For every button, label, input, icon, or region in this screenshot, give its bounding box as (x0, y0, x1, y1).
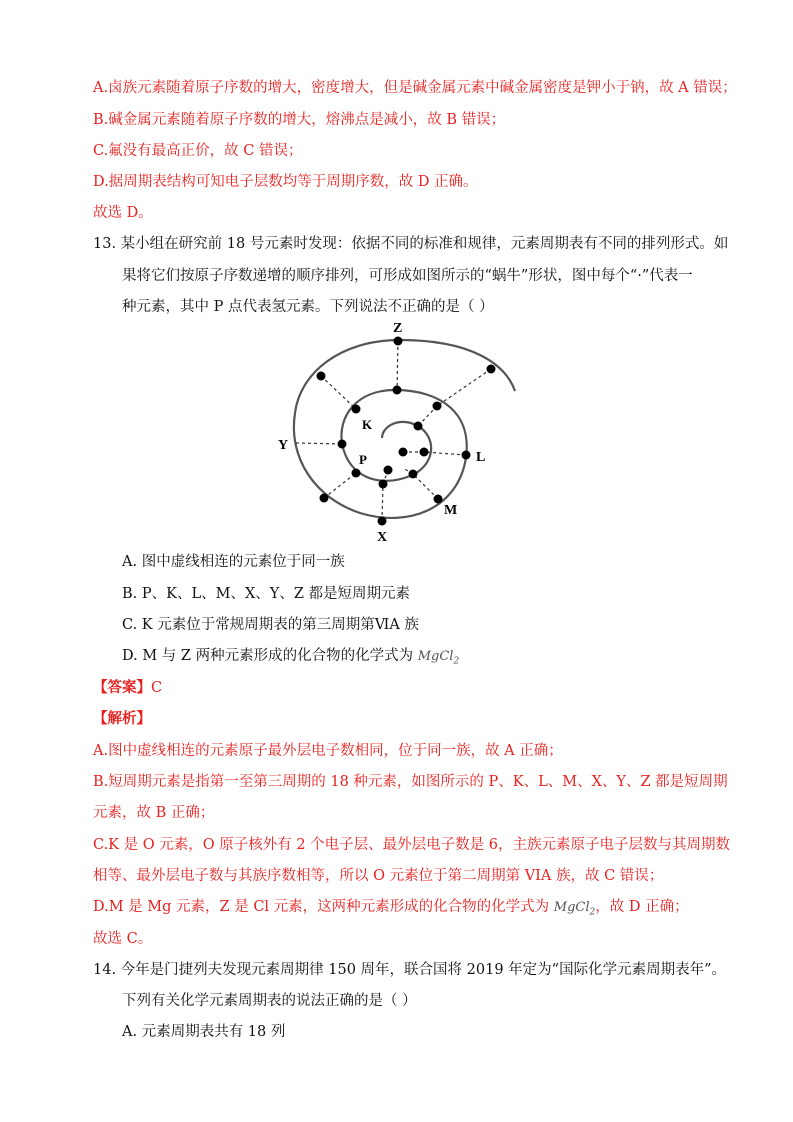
element-dot (393, 386, 402, 395)
q13-option-c: C. K 元素位于常规周期表的第三周期第ⅥA 族 (122, 617, 419, 633)
snail-periodic-figure (270, 318, 530, 548)
q13-exp-c2: 相等、最外层电子数与其族序数相等，所以 O 元素位于第二周期第 VIA 族，故 C 错误； (93, 868, 664, 884)
element-dot (317, 372, 326, 381)
q13-exp-d (93, 897, 689, 923)
q13-option-b: B. P、K、L、M、X、Y、Z 都是短周期元素 (122, 586, 411, 602)
element-dot (352, 405, 361, 414)
q13-exp-d-prefix: D.M 是 Mg 元素，Z 是 Cl 元素，这两种元素形成的化合物的化学式为 (93, 899, 550, 915)
q13-exp-b1: B.短周期元素是指第一至第三周期的 18 种元素，如图所示的 P、K、L、M、X、Y、Z 都是短周期 (93, 774, 728, 790)
element-dot (420, 448, 429, 457)
label-p: P (359, 452, 367, 467)
element-dot (378, 517, 387, 526)
q13-exp-a: A.图中虚线相连的元素原子最外层电子数相同，位于同一族，故 A 正确； (93, 743, 563, 759)
prev-explanation-b: B.碱金属元素随着原子序数的增大，熔沸点是减小，故 B 错误； (93, 112, 506, 128)
prev-explanation-d: D.据周期表结构可知电子层数均等于周期序数，故 D 正确。 (93, 174, 478, 190)
element-dot (434, 495, 443, 504)
q14-stem-line2: 下列有关化学元素周期表的说法正确的是（ ） (122, 993, 417, 1009)
element-dot (394, 337, 403, 346)
q13-stem-line3: 种元素，其中 P 点代表氢元素。下列说法不正确的是（ ） (122, 299, 494, 315)
q13-exp-b2: 元素，故 B 正确； (93, 805, 215, 821)
label-m: M (444, 503, 458, 518)
label-x: X (377, 530, 388, 545)
q13-option-d (122, 646, 459, 672)
element-dot (384, 466, 393, 475)
answer-value: C (151, 680, 163, 696)
element-dot (462, 451, 471, 460)
formula-mgcl2-exp (553, 900, 596, 918)
label-l: L (476, 450, 486, 465)
element-dot (399, 448, 408, 457)
prev-explanation-a: A.卤族元素随着原子序数的增大，密度增大，但是碱金属元素中碱金属密度是钾小于钠，故 A 错误； (93, 80, 737, 96)
element-dot (379, 480, 388, 489)
element-dot (338, 440, 347, 449)
element-dot (409, 470, 418, 479)
formula-main-exp: MgCl (553, 900, 590, 915)
q13-option-a: A. 图中虚线相连的元素位于同一族 (122, 554, 345, 570)
q13-exp-d-suffix: ，故 D 正确； (595, 899, 689, 915)
q13-stem-line2: 果将它们按原子序数递增的顺序排列，可形成如图所示的“蜗牛”形状，图中每个“·”代表一 (122, 268, 693, 284)
label-z: Z (393, 321, 403, 336)
prev-explanation-c: C.氟没有最高正价，故 C 错误； (93, 143, 303, 159)
prev-conclusion: 故选 D。 (93, 205, 153, 221)
q13-conclusion: 故选 C。 (93, 931, 153, 947)
q13-option-d-text: D. M 与 Z 两种元素形成的化合物的化学式为 (122, 648, 414, 664)
element-dot (433, 402, 442, 411)
analysis-label: 【解析】 (93, 710, 151, 727)
formula-mgcl2 (417, 649, 460, 667)
q14-option-a: A. 元素周期表共有 18 列 (122, 1024, 286, 1040)
q13-answer (93, 678, 162, 698)
formula-sub-exp: 2 (589, 907, 596, 918)
element-dot (414, 422, 423, 431)
answer-label: 【答案】 (93, 679, 151, 696)
q13-exp-c1: C.K 是 O 元素，O 原子核外有 2 个电子层、最外层电子数是 6，主族元素原子电子层数与其周期数 (93, 837, 731, 853)
formula-main: MgCl (417, 649, 454, 664)
element-dot (352, 469, 361, 478)
element-dot (320, 494, 329, 503)
label-k: K (362, 417, 373, 432)
q14-stem-line1: 14. 今年是门捷列夫发现元素周期律 150 周年，联合国将 2019 年定为“国际化学元素周期表年”。 (93, 962, 727, 978)
formula-sub: 2 (453, 656, 460, 667)
spiral-curve (294, 340, 515, 518)
q13-stem-line1: 13. 某小组在研究前 18 号元素时发现：依据不同的标准和规律，元素周期表有不同的排列形式。如 (93, 236, 729, 252)
label-y: Y (278, 438, 289, 453)
element-dots (317, 337, 496, 526)
element-dot (487, 365, 496, 374)
